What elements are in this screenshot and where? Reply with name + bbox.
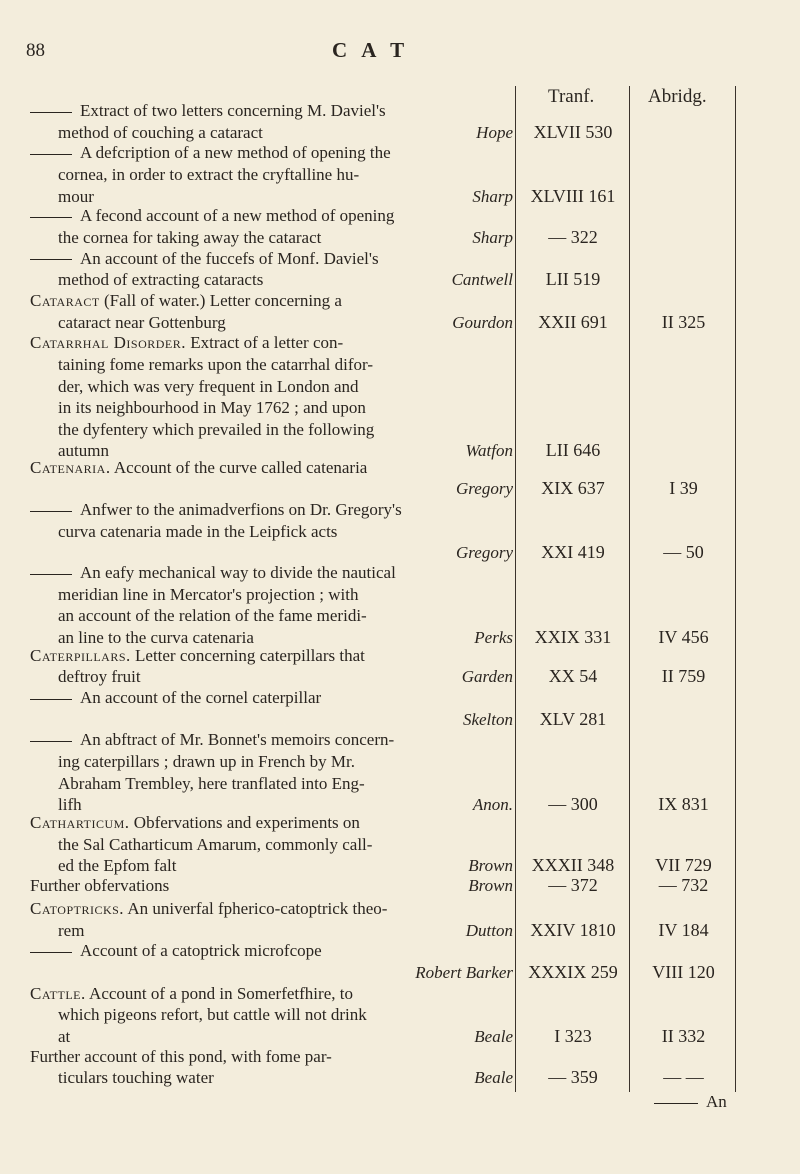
entry-tranf-ref: XXI 419 (541, 542, 605, 563)
entry-line-text: (Fall of water.) Letter concerning a (99, 291, 342, 311)
ditto-dash (30, 511, 72, 512)
ditto-dash (30, 952, 72, 953)
entry-line (30, 1004, 513, 1026)
entry-tranf-ref: I 323 (554, 1025, 592, 1046)
ditto-dash (30, 574, 72, 575)
entry-tranf-ref: XXXIX 259 (528, 961, 618, 982)
entry-author: Gregory (456, 479, 513, 499)
entry-line-text: Account of a catoptrick microfcope (80, 941, 322, 961)
entry-author: Hope (476, 122, 513, 142)
entry-line (30, 457, 513, 479)
ditto-dash (30, 259, 72, 260)
entry-line (30, 983, 513, 1005)
entry-author: Beale (474, 1068, 513, 1088)
entry-line (30, 354, 513, 376)
entry-author: Sharp (472, 227, 513, 247)
catchword: An (654, 1092, 727, 1112)
entry-text (30, 940, 513, 983)
entry-heading: Cataract (30, 291, 100, 311)
entry-abridg-ref: — — (663, 1067, 704, 1088)
entry-line-text: Extract of two letters concerning M. Daviel's (80, 101, 386, 120)
entry-author: Garden (461, 667, 513, 687)
entry-author: Anon. (472, 795, 513, 815)
entry-author: Skelton (462, 709, 513, 729)
entry-line (30, 562, 513, 584)
entry-line-text: Anfwer to the animadverfions on Dr. Gregory's (80, 499, 402, 519)
entry-line (30, 773, 513, 795)
entry-text (30, 142, 513, 207)
entry-line (30, 142, 513, 164)
entry-author: Gourdon (452, 312, 513, 332)
entry-author: Brown (468, 876, 513, 896)
entry-text (30, 687, 513, 730)
entry-line-text: Further account of this pond, with fome par- (30, 1046, 332, 1066)
entry-line (30, 205, 513, 227)
entry-author: Dutton (465, 920, 513, 940)
entry-line (30, 419, 513, 441)
entry-line-text: Account of a pond in Somerfetfhire, to (85, 983, 353, 1003)
entry-line (30, 1046, 513, 1068)
entry-line (30, 751, 513, 773)
entry-text (30, 332, 513, 462)
entry-abridg-ref: II 759 (661, 666, 706, 687)
entry-line (30, 269, 513, 291)
entry-line (30, 812, 513, 834)
entry-author: Robert Barker (415, 962, 513, 982)
entry-line-text: the cornea for taking away the cataract (58, 227, 322, 247)
entry-line (30, 834, 513, 856)
entry-line (30, 397, 513, 419)
entry-tranf-ref: XLVII 530 (533, 121, 613, 142)
entry-tranf-ref: XLVIII 161 (530, 185, 616, 206)
entry-line-text: which pigeons refort, but cattle will not drink (58, 1005, 367, 1025)
entry-tranf-ref: XXIX 331 (534, 626, 612, 647)
entry-text (30, 562, 513, 648)
entry-text (30, 499, 513, 564)
entry-tranf-ref: — 372 (548, 875, 598, 896)
entry-author: Gregory (456, 543, 513, 563)
entry-line-text: cornea, in order to extract the cryftalline hu- (58, 164, 360, 184)
entry-abridg-ref: II 332 (661, 1025, 706, 1046)
entry-line (30, 164, 513, 186)
entry-line-text: method of couching a cataract (58, 122, 263, 142)
column-rule-tranf (629, 86, 630, 1092)
entry-text (30, 205, 513, 248)
entry-line-text: mour (58, 186, 94, 206)
entry-text (30, 290, 513, 333)
entry-line (30, 227, 513, 249)
entry-line-text: An eafy mechanical way to divide the nautical (80, 563, 396, 582)
entry-tranf-ref: LII 646 (545, 440, 601, 461)
ditto-dash (30, 741, 72, 742)
entry-line (30, 186, 513, 208)
entry-author: Perks (474, 627, 513, 647)
entry-abridg-ref: VII 729 (655, 855, 712, 876)
entry-text (30, 1046, 513, 1089)
ditto-dash (30, 699, 72, 700)
entry-line (30, 248, 513, 270)
entry-line (30, 542, 513, 564)
entry-line (30, 940, 513, 962)
entry-line-text: An univerfal fpherico-catoptrick theo- (124, 898, 388, 918)
entry-line (30, 312, 513, 334)
entry-line-text: autumn (58, 441, 109, 461)
entry-author: Watfon (465, 441, 513, 461)
entry-line-text: deftroy fruit (58, 667, 141, 687)
column-header-tranf: Tranf. (548, 86, 595, 107)
entry-line-text: A defcription of a new method of opening the (80, 143, 391, 163)
entry-heading: Caterpillars. (30, 645, 131, 665)
column-rule-text (515, 86, 516, 1092)
column-header-abridg: Abridg. (648, 86, 707, 107)
entry-line-text: Obfervations and experiments on (129, 813, 360, 833)
entry-line (30, 1026, 513, 1048)
entry-line (30, 962, 513, 984)
running-head: C A T (332, 38, 410, 62)
entry-line-text: Extract of a letter con- (186, 333, 344, 353)
entry-abridg-ref: I 39 (669, 478, 698, 499)
entry-line (30, 729, 513, 751)
entry-line (30, 709, 513, 731)
page-number: 88 (26, 40, 45, 61)
entry-abridg-ref: IV 184 (658, 919, 709, 940)
column-rule-abridg (735, 86, 736, 1092)
ditto-dash (30, 112, 72, 113)
entry-tranf-ref: XIX 637 (541, 478, 605, 499)
entry-tranf-ref: XXII 691 (538, 311, 608, 332)
entry-line-text: ticulars touching water (58, 1068, 214, 1088)
entry-line-text: the dyfentery which prevailed in the following (58, 419, 375, 439)
entry-line-text: an line to the curva catenaria (58, 627, 254, 647)
entry-text (30, 729, 513, 815)
entry-line-text: method of extracting cataracts (58, 270, 264, 290)
entry-line-text: der, which was very frequent in London and (58, 376, 359, 396)
entry-heading: Cattle. (30, 983, 86, 1003)
entry-tranf-ref: LII 519 (545, 269, 601, 290)
entry-author: Brown (468, 856, 513, 876)
entry-line-text: A fecond account of a new method of opening (80, 206, 395, 226)
entry-author: Sharp (472, 186, 513, 206)
entry-tranf-ref: — 359 (548, 1067, 598, 1088)
entry-line-text: the Sal Catharticum Amarum, commonly call- (58, 834, 373, 854)
entry-heading: Catarrhal Disorder. (30, 333, 186, 353)
entry-line-text: rem (58, 920, 85, 940)
entry-line (30, 898, 513, 920)
entry-text (30, 898, 513, 941)
ditto-dash (30, 217, 72, 218)
entry-author: Beale (474, 1026, 513, 1046)
entry-abridg-ref: — 50 (663, 542, 704, 563)
entry-line-text: at (58, 1026, 71, 1046)
entry-line-text: lifh (58, 795, 82, 815)
entry-tranf-ref: XXIV 1810 (530, 919, 616, 940)
entry-abridg-ref: II 325 (661, 311, 706, 332)
entry-line-text: Account of the curve called catenaria (110, 457, 368, 477)
entry-line-text: meridian line in Mercator's projection ; with (58, 584, 359, 604)
entry-line (30, 605, 513, 627)
entry-line-text: An account of the fuccefs of Monf. Daviel's (80, 248, 379, 268)
entry-abridg-ref: VIII 120 (652, 961, 715, 982)
entry-abridg-ref: — 732 (658, 875, 709, 896)
entry-text (30, 812, 513, 877)
entry-line-text: cataract near Gottenburg (58, 312, 226, 332)
entry-line-text: Letter concerning caterpillars that (130, 645, 365, 665)
entry-line (30, 376, 513, 398)
entry-line-text: in its neighbourhood in May 1762 ; and upon (58, 398, 366, 418)
entry-line-text: an account of the relation of the fame meridi- (58, 606, 367, 626)
entry-heading: Catenaria. (30, 457, 111, 477)
entry-line-text: An account of the cornel caterpillar (80, 688, 322, 708)
entry-tranf-ref: XX 54 (548, 666, 598, 687)
entry-line (30, 666, 513, 688)
entry-line-text: ing caterpillars ; drawn up in French by Mr. (58, 752, 355, 772)
entry-text (30, 457, 513, 500)
entry-line (30, 499, 513, 521)
entry-line (30, 478, 513, 500)
entry-line-text: ed the Epfom falt (58, 856, 177, 876)
entry-abridg-ref: IV 456 (658, 626, 709, 647)
entry-text (30, 100, 513, 143)
entry-text (30, 248, 513, 291)
entry-line-text: taining fome remarks upon the catarrhal difor- (58, 355, 373, 374)
entry-heading: Catharticum. (30, 813, 130, 833)
entry-line (30, 332, 513, 354)
entry-line (30, 875, 513, 897)
entry-text (30, 983, 513, 1048)
entry-line (30, 521, 513, 543)
entry-line (30, 920, 513, 942)
entry-text (30, 875, 513, 897)
entry-line (30, 645, 513, 667)
entry-line (30, 290, 513, 312)
entry-line (30, 687, 513, 709)
entry-line (30, 855, 513, 877)
entry-line (30, 122, 513, 144)
entry-line (30, 100, 513, 122)
entry-line-text: curva catenaria made in the Leipfick acts (58, 521, 338, 541)
ditto-dash (30, 154, 72, 155)
entry-text (30, 645, 513, 688)
entry-tranf-ref: XXXII 348 (531, 855, 615, 876)
entry-abridg-ref: IX 831 (658, 794, 709, 815)
entry-line-text: Further obfervations (30, 876, 170, 896)
entry-line (30, 584, 513, 606)
entry-line-text: An abftract of Mr. Bonnet's memoirs concern- (80, 730, 395, 750)
entry-line-text: Abraham Trembley, here tranflated into Eng- (58, 773, 365, 793)
entry-heading: Catoptricks. (30, 898, 125, 918)
entry-tranf-ref: XLV 281 (539, 708, 607, 729)
entry-line (30, 1067, 513, 1089)
entry-tranf-ref: — 322 (548, 226, 598, 247)
entry-author: Cantwell (451, 270, 513, 290)
entry-tranf-ref: — 300 (548, 794, 598, 815)
